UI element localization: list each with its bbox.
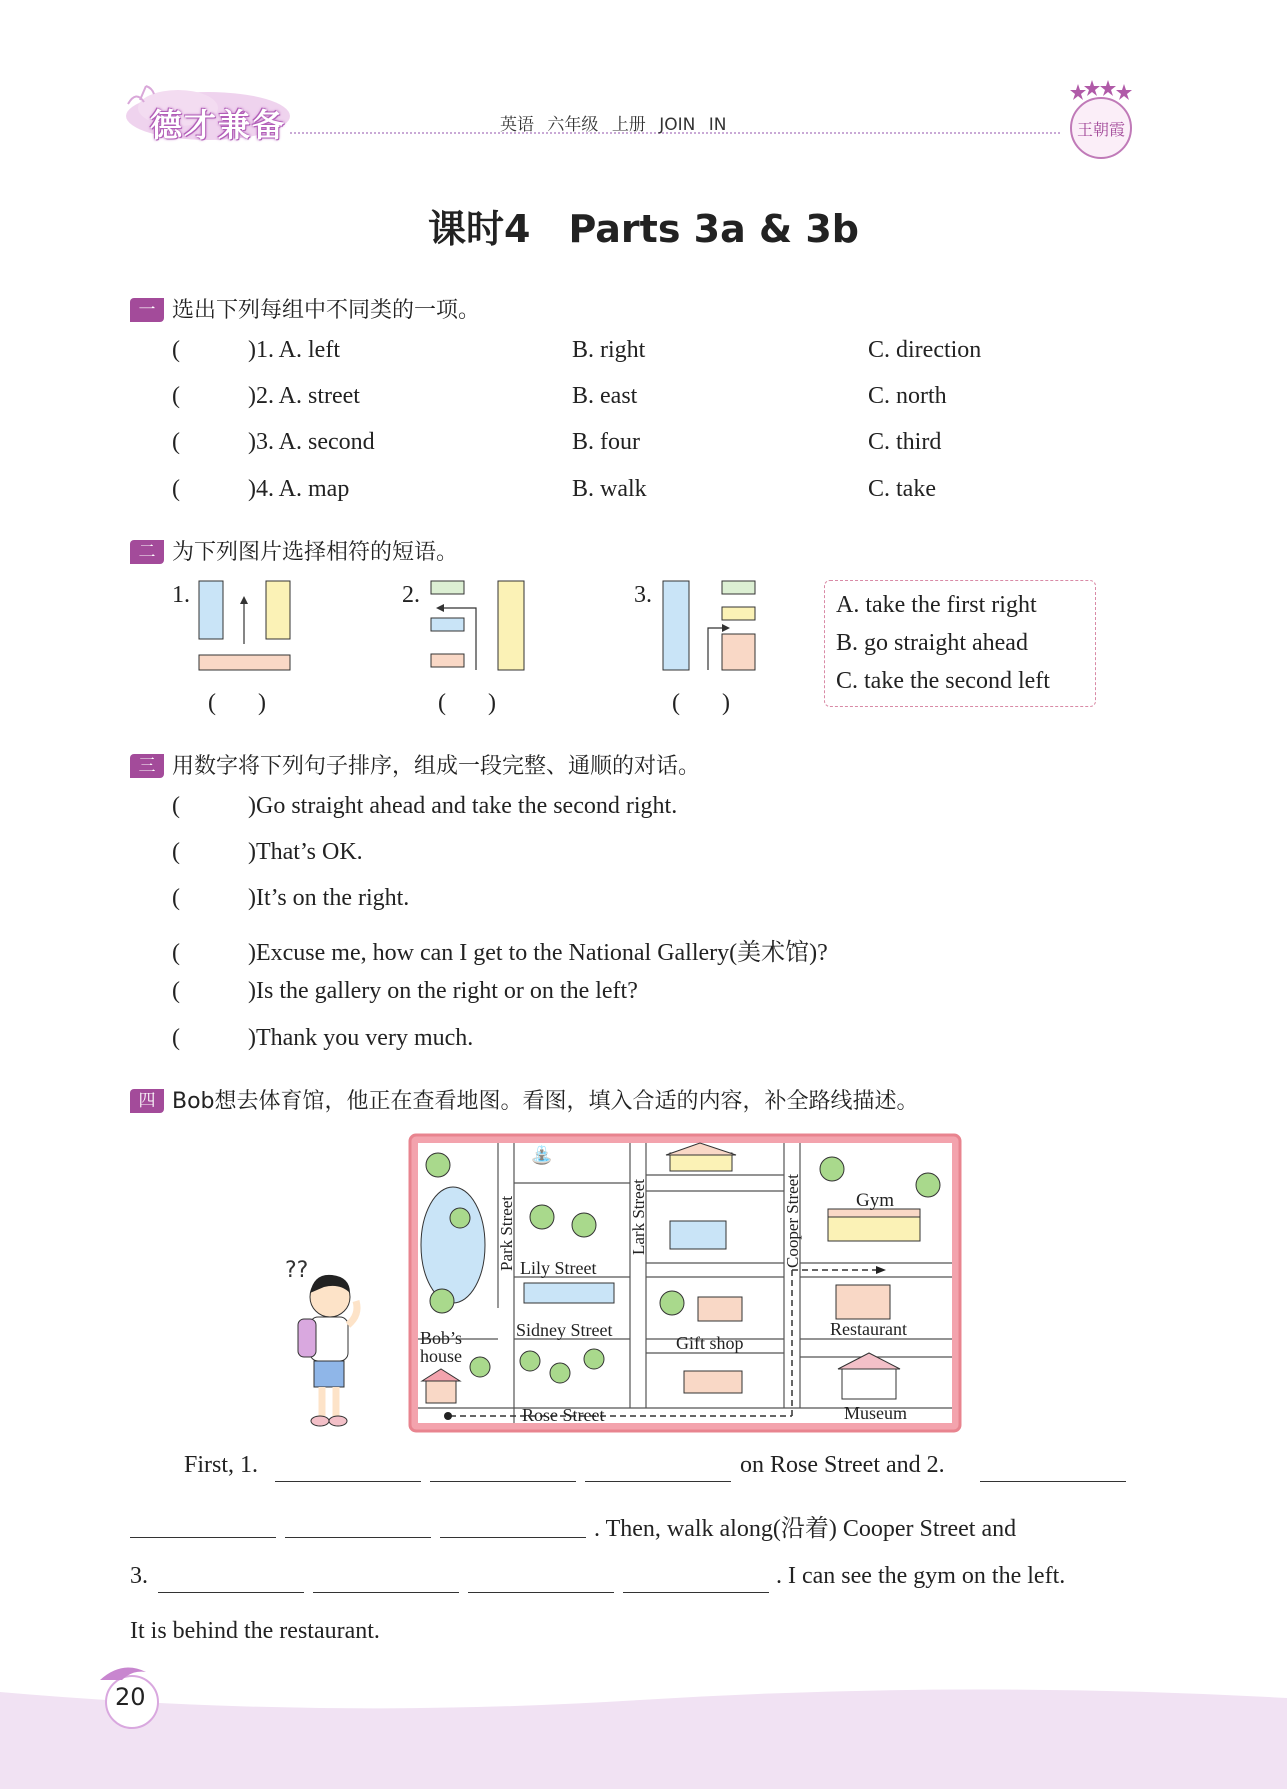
- section-2-instruction: 为下列图片选择相符的短语。: [172, 540, 459, 565]
- direction-diagram-2: [428, 578, 528, 674]
- option-b: B. east: [572, 383, 638, 409]
- picture-answer-blank-2[interactable]: ( ): [438, 690, 496, 716]
- option-c: C. north: [868, 383, 947, 409]
- grade: 六年级: [547, 115, 599, 135]
- section-1-instruction: 选出下列每组中不同类的一项。: [172, 298, 481, 323]
- route-line-3-end: . I can see the gym on the left.: [776, 1563, 1066, 1589]
- option-b: B. right: [572, 337, 646, 363]
- fill-blank-3a[interactable]: [158, 1592, 304, 1593]
- order-blank-1[interactable]: ( )Go straight ahead and take the second right.: [172, 793, 678, 819]
- seal-text: 王朝霞: [1076, 120, 1126, 139]
- order-blank-3[interactable]: ( )It’s on the right.: [172, 885, 410, 911]
- map-label-gym: Gym: [856, 1190, 894, 1211]
- section-4-heading: [130, 1084, 919, 1115]
- svg-text:??: ??: [285, 1258, 309, 1283]
- fill-blank-3d[interactable]: [623, 1592, 769, 1593]
- fill-blank-1b[interactable]: [430, 1481, 576, 1482]
- header-info: [500, 110, 726, 135]
- option-c: C. third: [868, 429, 942, 455]
- map-label-museum: Museum: [844, 1403, 907, 1423]
- boy-illustration: [280, 1255, 380, 1435]
- picture-number-3: 3.: [634, 582, 652, 608]
- subject: 英语: [500, 115, 534, 135]
- map-label-bobs-house-1: Bob’s: [420, 1328, 463, 1348]
- fill-blank-3c[interactable]: [468, 1592, 614, 1593]
- order-blank-4[interactable]: ( )Excuse me, how can I get to the National Gallery(美术馆)?: [172, 940, 828, 966]
- fill-blank-1a[interactable]: [275, 1481, 421, 1482]
- page-number: 20: [115, 1683, 146, 1711]
- order-blank-6[interactable]: ( )Thank you very much.: [172, 1025, 474, 1051]
- direction-diagram-3: [660, 578, 760, 674]
- section-1-heading: [130, 293, 480, 324]
- section-4-instruction: Bob想去体育馆，他正在查看地图。看图，填入合适的内容，补全路线描述。: [172, 1089, 919, 1114]
- direction-diagram-1: [196, 578, 296, 674]
- answer-blank[interactable]: ( )1. A. left: [172, 337, 340, 363]
- route-line-4: It is behind the restaurant.: [130, 1618, 380, 1644]
- map-label-cooper-street: Cooper Street: [783, 1174, 802, 1268]
- order-blank-5[interactable]: ( )Is the gallery on the right or on the left?: [172, 978, 638, 1004]
- picture-answer-blank-3[interactable]: ( ): [672, 690, 730, 716]
- map-label-lark-street: Lark Street: [629, 1179, 648, 1255]
- phrase-option-c: C. take the second left: [836, 668, 1050, 694]
- route-line-3-start: 3.: [130, 1563, 148, 1589]
- section-2-heading: [130, 535, 458, 566]
- option-c: C. direction: [868, 337, 982, 363]
- map-label-bobs-house-2: house: [420, 1346, 462, 1366]
- section-2-badge: 二: [130, 540, 164, 564]
- map-label-gift-shop: Gift shop: [676, 1333, 744, 1353]
- map-label-lily-street: Lily Street: [520, 1258, 597, 1278]
- route-line-2: . Then, walk along(沿着) Cooper Street and: [594, 1516, 1017, 1542]
- map-label-sidney-street: Sidney Street: [516, 1320, 613, 1340]
- map-label-park-street: Park Street: [497, 1195, 516, 1271]
- option-b: B. four: [572, 429, 640, 455]
- section-3-heading: [130, 749, 700, 780]
- publisher-seal-icon: [1062, 80, 1140, 166]
- map-label-restaurant: Restaurant: [830, 1319, 907, 1339]
- answer-blank[interactable]: ( )2. A. street: [172, 383, 360, 409]
- footer-wave: [0, 1680, 1287, 1789]
- fill-blank-2b[interactable]: [130, 1537, 276, 1538]
- page-title: 课时4 Parts 3a & 3b: [428, 207, 859, 251]
- phrase-option-a: A. take the first right: [836, 592, 1037, 618]
- street-map: [408, 1133, 962, 1433]
- route-line-1-middle: on Rose Street and 2.: [740, 1452, 945, 1478]
- fill-blank-2d[interactable]: [440, 1537, 586, 1538]
- volume: 上册: [611, 115, 646, 135]
- fill-blank-2c[interactable]: [285, 1537, 431, 1538]
- phrase-option-b: B. go straight ahead: [836, 630, 1028, 656]
- section-3-badge: 三: [130, 754, 164, 778]
- brand-name: 德才兼备: [150, 106, 287, 144]
- section-4-badge: 四: [130, 1089, 164, 1113]
- picture-answer-blank-1[interactable]: ( ): [208, 690, 266, 716]
- answer-blank[interactable]: ( )3. A. second: [172, 429, 375, 455]
- fill-blank-3b[interactable]: [313, 1592, 459, 1593]
- option-b: B. walk: [572, 476, 647, 502]
- map-label-rose-street: Rose Street: [522, 1405, 605, 1425]
- option-c: C. take: [868, 476, 936, 502]
- picture-number-1: 1.: [172, 582, 190, 608]
- fill-blank-2a[interactable]: [980, 1481, 1126, 1482]
- picture-number-2: 2.: [402, 582, 420, 608]
- series: JOIN IN: [659, 115, 727, 135]
- section-3-instruction: 用数字将下列句子排序，组成一段完整、通顺的对话。: [172, 754, 701, 779]
- fill-blank-1c[interactable]: [585, 1481, 731, 1482]
- answer-blank[interactable]: ( )4. A. map: [172, 476, 350, 502]
- section-1-badge: 一: [130, 298, 164, 322]
- order-blank-2[interactable]: ( )That’s OK.: [172, 839, 363, 865]
- svg-text:⛲: ⛲: [530, 1145, 554, 1165]
- route-line-1-start: First, 1.: [184, 1452, 259, 1478]
